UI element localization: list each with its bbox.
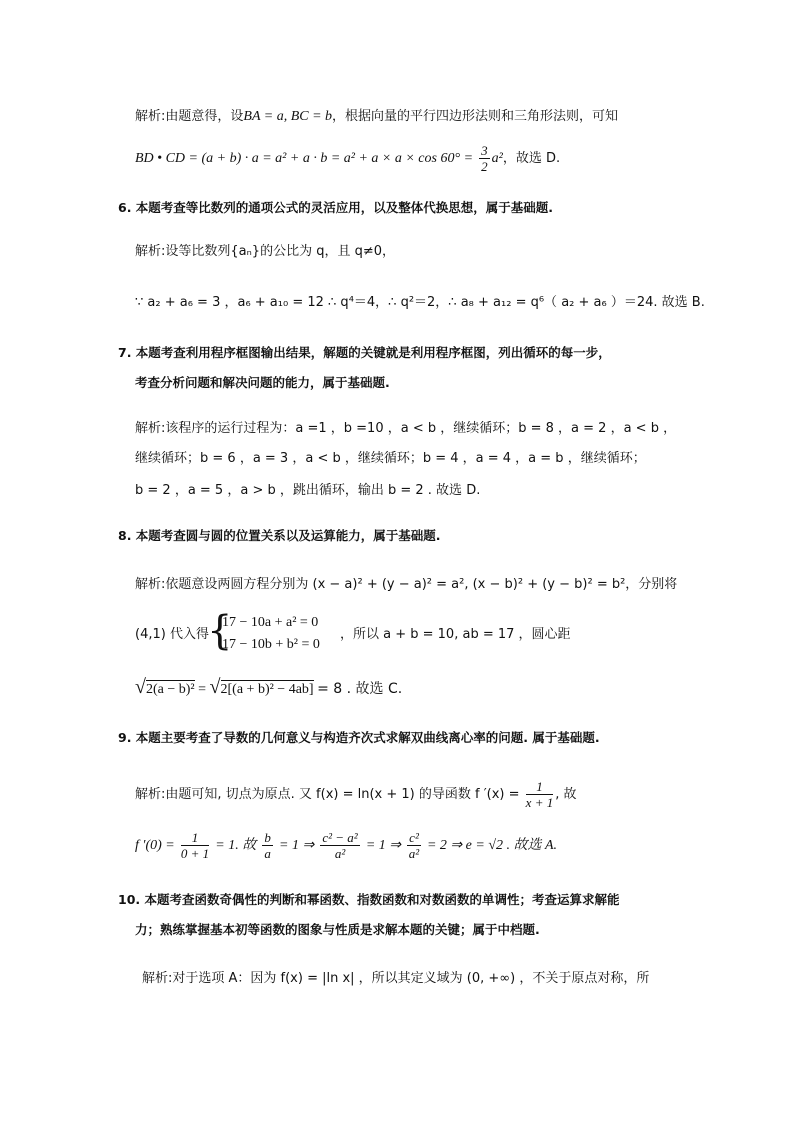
q9-frac3-num: c² − a² xyxy=(322,830,358,845)
q9-frac3-den: a² xyxy=(334,846,346,861)
q5-line2-suffix: ，故选 D. xyxy=(502,151,561,166)
q10-heading-line1: 10. 本题考查函数奇偶性的判断和幂函数、指数函数和对数函数的单调性；考查运算求解能 xyxy=(118,892,620,907)
q8-line2-suffix: ，所以 a + b = 10, ab = 17 ，圆心距 xyxy=(340,627,571,642)
q5-fraction xyxy=(479,143,490,174)
q9-frac-den: x + 1 xyxy=(525,795,554,810)
q9-line2-c: = 1 ⇒ xyxy=(279,838,315,853)
q9-line2-d: = 1 ⇒ xyxy=(365,838,402,853)
q9-frac2-num: b xyxy=(264,830,271,845)
q6-analysis-line2: ∵ a₂ + a₆ = 3 ，a₆ + a₁₀ = 12 ∴ q⁴＝4，∴ q²＝2，∴ a₈ + a₁₂ = q⁶（ a₂ + a₆ ）＝24. 故选 B. xyxy=(135,295,705,310)
q9-line2-a: f ′(0) = xyxy=(135,838,175,853)
q7-heading-line2: 考查分析问题和解决问题的能力，属于基础题. xyxy=(135,375,390,390)
q9-derivative-fraction xyxy=(526,779,554,810)
q7-analysis-line1: 解析:该程序的运行过程为：a =1 ，b =10 ，a < b ，继续循环；b = 8 ，a = 2 ，a < b ， xyxy=(135,421,677,436)
q8-system-brace: { xyxy=(207,608,233,654)
q5-line2-tail: a² xyxy=(491,151,503,166)
q9-analysis-line1 xyxy=(135,779,576,810)
q5-line2-math: BD • CD = (a + b) · a = a² + a · b = a² + a × a × cos 60° = xyxy=(135,151,474,166)
q5-frac-num: 3 xyxy=(481,143,488,158)
q5-line1-prefix: 解析:由题意得，设 xyxy=(135,109,244,124)
q9-analysis-line2 xyxy=(135,830,557,861)
q9-line1-suffix: , 故 xyxy=(555,787,577,802)
q8-system-row2: 17 − 10b + b² = 0 xyxy=(222,637,320,652)
q8-distance-formula: √2(a − b)² = √2[(a + b)² − 4ab] = 8 . 故选 C. xyxy=(135,676,403,698)
q7-heading-line1: 7. 本题考查利用程序框图输出结果，解题的关键就是利用程序框图，列出循环的每一步， xyxy=(118,345,611,360)
q10-analysis-line1: 解析:对于选项 A：因为 f(x) = |ln x| ，所以其定义域为 (0, +∞) ，不关于原点对称，所 xyxy=(142,971,650,986)
q9-frac4-num: c² xyxy=(409,830,419,845)
q8-sqrt-left: 2(a − b)² xyxy=(145,682,195,697)
q5-analysis-line2 xyxy=(135,143,560,174)
q9-frac1-den: 0 + 1 xyxy=(180,846,210,861)
q8-sqrt-right: 2[(a + b)² − 4ab] xyxy=(220,682,314,697)
q9-frac4-den: a² xyxy=(408,846,420,861)
q9-frac4 xyxy=(407,830,421,861)
q6-heading: 6. 本题考查等比数列的通项公式的灵活应用，以及整体代换思想，属于基础题. xyxy=(118,200,554,215)
q8-line3-suffix: = 8 . 故选 C. xyxy=(317,681,403,697)
q5-analysis-line1 xyxy=(135,108,618,126)
q10-heading-line2: 力；熟练掌握基本初等函数的图象与性质是求解本题的关键；属于中档题. xyxy=(135,922,540,937)
q9-heading: 9. 本题主要考查了导数的几何意义与构造齐次式求解双曲线离心率的问题. 属于基础题. xyxy=(118,730,600,745)
q9-line1-prefix: 解析:由题可知, 切点为原点. 又 f(x) = ln(x + 1) 的导函数 f ′(x) = xyxy=(135,787,520,802)
q9-frac3 xyxy=(320,830,359,861)
q9-line2-b: = 1. 故 xyxy=(215,838,257,853)
q9-frac2 xyxy=(262,830,273,861)
q8-line2-prefix: (4,1) 代入得 xyxy=(135,627,209,642)
q9-frac2-den: a xyxy=(264,846,271,861)
q5-line1-suffix: ，根据向量的平行四边形法则和三角形法则，可知 xyxy=(332,109,619,124)
q8-heading: 8. 本题考查圆与圆的位置关系以及运算能力，属于基础题. xyxy=(118,528,441,543)
q9-frac1-num: 1 xyxy=(181,830,209,846)
q6-analysis-line1: 解析:设等比数列{aₙ}的公比为 q，且 q≠0， xyxy=(135,244,396,259)
q9-frac1 xyxy=(181,830,209,861)
q9-frac-num: 1 xyxy=(526,779,554,795)
q8-analysis-line1: 解析:依题意设两圆方程分别为 (x − a)² + (y − a)² = a², (x − b)² + (y − b)² = b²，分别将 xyxy=(135,577,678,592)
q5-line1-math: BA = a, BC = b xyxy=(243,109,333,124)
q7-analysis-line2: 继续循环；b = 6 ，a = 3 ，a < b ，继续循环；b = 4 ，a = 4 ，a = b ，继续循环； xyxy=(135,451,646,466)
q8-equation-system xyxy=(222,612,320,656)
q7-analysis-line3: b = 2 ，a = 5 ，a > b ，跳出循环，输出 b = 2 . 故选 D. xyxy=(135,483,481,498)
q8-system-row1: 17 − 10a + a² = 0 xyxy=(222,615,319,630)
q5-frac-den: 2 xyxy=(481,159,488,174)
q9-line2-e: = 2 ⇒ e = √2 . 故选 A. xyxy=(426,838,558,853)
